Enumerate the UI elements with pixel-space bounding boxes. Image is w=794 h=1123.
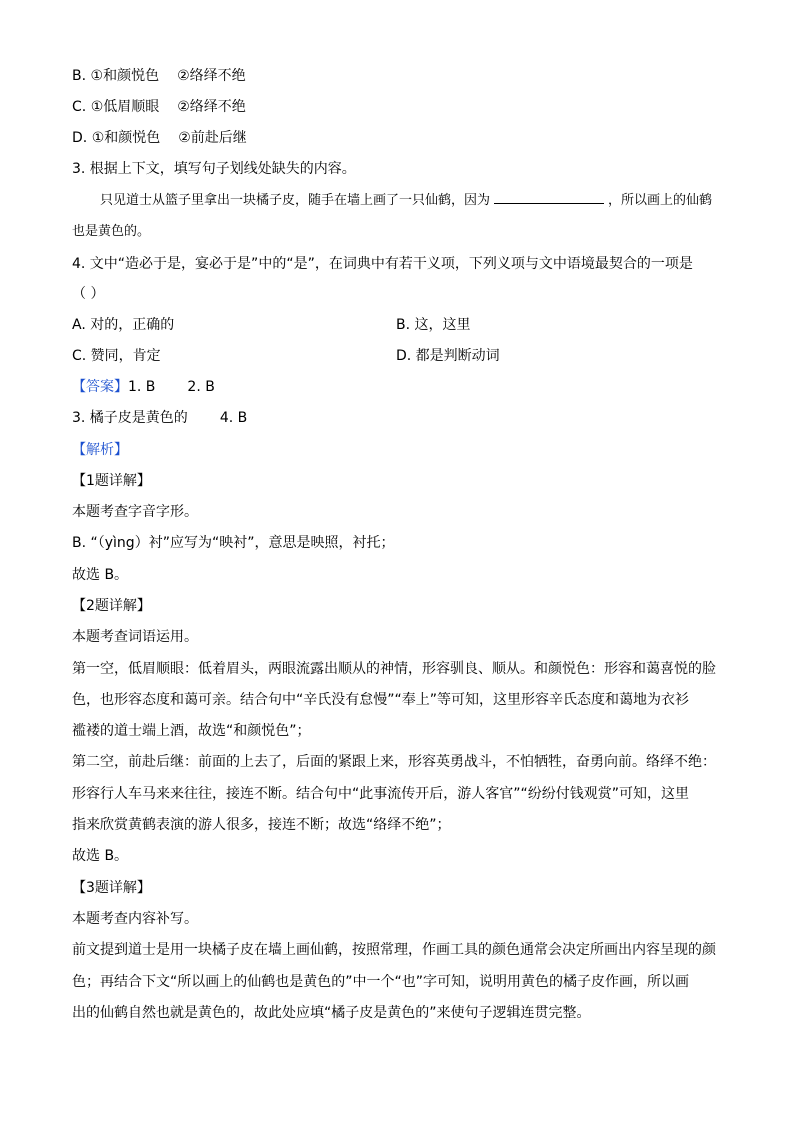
option-b: B. 这，这里 [396, 317, 471, 333]
detail-2-line-3: 色，也形容态度和蔼可亲。结合句中“辛氏没有怠慢”“奉上”等可知，这里形容辛氏态度和蔼地为衣衫 [72, 692, 690, 708]
question-3-passage-line-1 [100, 191, 730, 211]
answer-4: 4. B [219, 410, 248, 426]
fill-blank [494, 191, 604, 204]
detail-1-line-2: B. “（yìng）衬”应写为“映衬”，意思是映照，衬托； [72, 535, 395, 551]
answer-2: 2. B [187, 379, 215, 395]
option-part-1: ①和颜悦色 [90, 68, 160, 84]
detail-1-title: 【1题详解】 [72, 473, 151, 489]
question-3-stem: 3. 根据上下文，填写句子划线处缺失的内容。 [72, 161, 356, 177]
detail-2-line-1: 本题考查词语运用。 [72, 629, 198, 645]
question-3-passage-line-2: 也是黄色的。 [72, 224, 151, 239]
detail-3-line-4: 出的仙鹤自然也就是黄色的，故此处应填“橘子皮是黄色的”来使句子逻辑连贯完整。 [72, 1005, 591, 1021]
detail-2-line-7: 指来欣赏黄鹤表演的游人很多，接连不断；故选“络绎不绝”； [72, 817, 451, 833]
answer-line-2 [72, 408, 732, 428]
option-part-2: ②络绎不绝 [177, 68, 246, 84]
analysis-tag: 【解析】 [72, 442, 128, 458]
detail-2-line-4: 褴褛的道士端上酒，故选“和颜悦色”； [72, 723, 311, 739]
question-4-options-row-2 [72, 346, 732, 366]
option-part-2: ②络绎不绝 [177, 99, 246, 115]
option-label: B. [72, 68, 91, 84]
option-d: D. 都是判断动词 [396, 348, 500, 364]
option-c [72, 97, 732, 117]
detail-2-line-8: 故选 B。 [72, 848, 129, 864]
option-part-1: ①低眉顺眼 [90, 99, 160, 115]
detail-3-line-2: 前文提到道士是用一块橘子皮在墙上画仙鹤，按照常理，作画工具的颜色通常会决定所画出内容呈现的颜 [72, 942, 716, 958]
question-4-options-row-1 [72, 315, 732, 335]
detail-3-line-3: 色；再结合下文“所以画上的仙鹤也是黄色的”中一个“也”字可知，说明用黄色的橘子皮作画，所以画 [72, 974, 690, 990]
option-c: C. 赞同，肯定 [72, 348, 161, 364]
option-label: D. [72, 130, 92, 146]
answer-1: 1. B [128, 379, 156, 395]
answer-tag: 【答案】 [72, 379, 128, 395]
answer-3: 3. 橘子皮是黄色的 [72, 410, 188, 426]
detail-2-title: 【2题详解】 [72, 598, 151, 614]
answer-line-1 [72, 377, 732, 397]
option-d [72, 128, 732, 148]
detail-2-line-5: 第二空，前赴后继：前面的上去了，后面的紧跟上来，形容英勇战斗，不怕牺牲，奋勇向前。络绎不绝： [72, 754, 716, 770]
option-b [72, 66, 732, 86]
option-a: A. 对的，正确的 [72, 317, 175, 333]
passage-text: 只见道士从篮子里拿出一块橘子皮，随手在墙上画了一只仙鹤，因为 [100, 193, 491, 208]
detail-3-title: 【3题详解】 [72, 880, 151, 896]
option-part-2: ②前赴后继 [178, 130, 247, 146]
option-label: C. [72, 99, 91, 115]
detail-2-line-2: 第一空，低眉顺眼：低着眉头，两眼流露出顺从的神情，形容驯良、顺从。和颜悦色：形容和蔼喜悦的脸 [72, 661, 716, 677]
detail-2-line-6: 形容行人车马来来往往，接连不断。结合句中“此事流传开后，游人客官”“纷纷付钱观赏”可知，这里 [72, 786, 690, 802]
detail-1-line-1: 本题考查字音字形。 [72, 504, 198, 520]
option-part-1: ①和颜悦色 [91, 130, 161, 146]
passage-text: ，所以画上的仙鹤 [608, 193, 713, 208]
detail-1-line-3: 故选 B。 [72, 567, 129, 583]
question-4-paren: （ ） [72, 286, 105, 302]
question-4-stem: 4. 文中“造必于是，宴必于是”中的“是”，在词典中有若干义项，下列义项与文中语境最契合的一项是 [72, 256, 693, 272]
detail-3-line-1: 本题考查内容补写。 [72, 911, 198, 927]
